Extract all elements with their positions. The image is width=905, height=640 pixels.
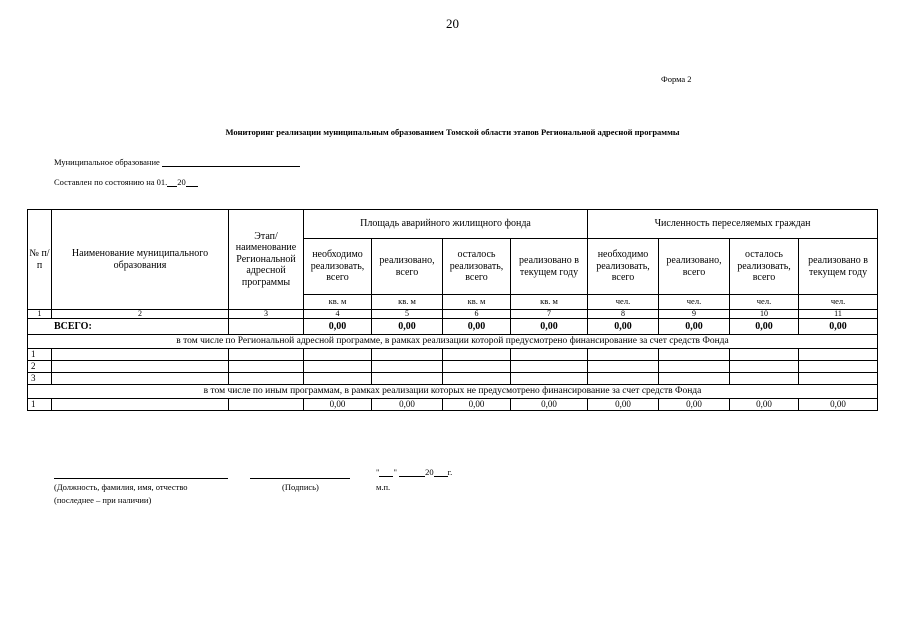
total-value: 0,00 [799,319,878,335]
table-row [28,399,878,411]
total-value: 0,00 [372,319,443,335]
header-num: № п/п [28,210,52,310]
header-area-left: осталось реализовать, всего [443,239,511,295]
row-value: 0,00 [588,399,659,411]
date-month-blank [167,177,177,187]
total-value: 0,00 [511,319,588,335]
header-people-need: необходимо реализовать, всего [588,239,659,295]
header-people-left: осталось реализовать, всего [730,239,799,295]
table-row [28,349,878,361]
unit-people: чел. [659,295,730,310]
table-row [28,361,878,373]
total-value: 0,00 [588,319,659,335]
total-value: 0,00 [659,319,730,335]
column-number: 6 [443,310,511,319]
column-number: 11 [799,310,878,319]
unit-area: кв. м [372,295,443,310]
row-number: 2 [28,361,52,373]
stamp-label: м.п. [376,482,391,492]
table-row [28,373,878,385]
column-number: 9 [659,310,730,319]
section2-header-row [28,385,878,399]
row-value: 0,00 [304,399,372,411]
header-people-done: реализовано, всего [659,239,730,295]
position-label: (Должность, фамилия, имя, отчество [54,482,188,492]
column-number: 8 [588,310,659,319]
header-area-group: Площадь аварийного жилищного фонда [304,210,588,239]
section2-title: в том числе по иным программам, в рамках реализации которых не предусмотрено финансирование за счет средств Фонда [28,385,878,399]
column-number: 5 [372,310,443,319]
row-number: 3 [28,373,52,385]
header-area-need: необходимо реализовать, всего [304,239,372,295]
form-label: Форма 2 [661,74,692,84]
unit-people: чел. [799,295,878,310]
row-value: 0,00 [659,399,730,411]
date-label: Составлен по состоянию на 01. [54,177,168,187]
date-line [54,177,198,187]
total-value: 0,00 [304,319,372,335]
unit-area: кв. м [443,295,511,310]
row-number: 1 [28,399,52,411]
total-value: 0,00 [443,319,511,335]
unit-people: чел. [730,295,799,310]
column-number: 2 [52,310,229,319]
section1-title: в том числе по Региональной адресной программе, в рамках реализации которой предусмотрено финансирование за счет средств Фонда [28,335,878,349]
header-row-groups [28,210,878,239]
sign-year-blank [434,467,448,477]
document-title: Мониторинг реализации муниципальным образованием Томской области этапов Региональной адресной программы [225,127,680,137]
municipality-line [54,157,300,167]
municipality-blank [162,157,300,167]
position-line [54,478,228,479]
municipality-label: Муниципальное образование [54,157,160,167]
header-area-current: реализовано в текущем году [511,239,588,295]
signature-line [250,478,350,479]
header-name: Наименование муниципального образования [52,210,229,310]
column-number: 7 [511,310,588,319]
total-value: 0,00 [730,319,799,335]
row-value: 0,00 [443,399,511,411]
header-people-group: Численность переселяемых граждан [588,210,878,239]
date-year-prefix: 20 [177,177,186,187]
monitoring-table [27,209,878,411]
header-area-done: реализовано, всего [372,239,443,295]
header-people-current: реализовано в текущем году [799,239,878,295]
header-stage: Этап/ наименование Региональной адресной программы [229,210,304,310]
total-stage-cell [229,319,304,335]
row-number: 1 [28,349,52,361]
unit-area: кв. м [304,295,372,310]
column-number: 10 [730,310,799,319]
sign-day-blank [379,467,393,477]
section1-header-row [28,335,878,349]
date-year-blank [186,177,198,187]
column-number: 3 [229,310,304,319]
unit-area: кв. м [511,295,588,310]
row-value: 0,00 [730,399,799,411]
position-label-2: (последнее – при наличии) [54,495,152,505]
total-label: ВСЕГО: [28,319,229,335]
row-value: 0,00 [799,399,878,411]
column-numbers-row [28,310,878,319]
sign-month-blank [399,467,425,477]
page-number: 20 [446,16,459,31]
row-value: 0,00 [372,399,443,411]
sign-date: " " 20 г. [376,467,453,477]
signature-label: (Подпись) [282,482,319,492]
unit-people: чел. [588,295,659,310]
row-value: 0,00 [511,399,588,411]
column-number: 4 [304,310,372,319]
column-number: 1 [28,310,52,319]
total-row [28,319,878,335]
